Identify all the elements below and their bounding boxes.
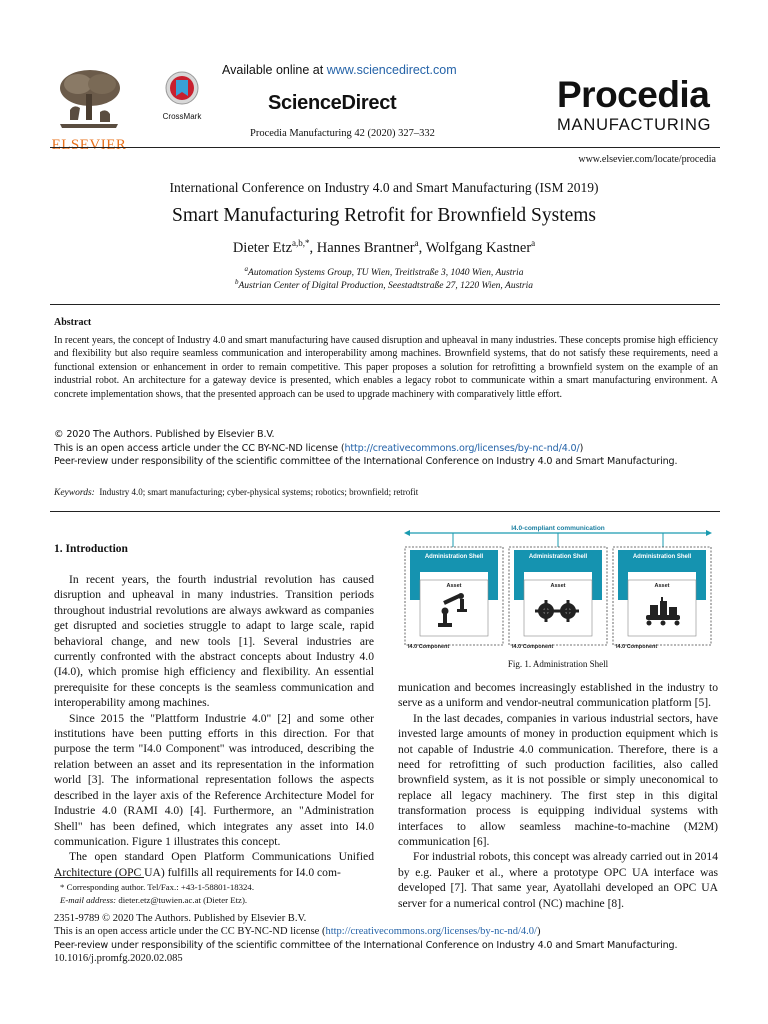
i40-component-3 (613, 547, 711, 650)
email-label: E-mail address: (60, 894, 117, 905)
footer-license-link[interactable]: http://creativecommons.org/licenses/by-nc-nd/4.0/ (325, 926, 537, 938)
right-column (398, 680, 718, 911)
footnote (60, 881, 254, 906)
journal-url[interactable]: www.elsevier.com/locate/procedia (578, 154, 716, 165)
affiliation-text: Austrian Center of Digital Production, Seestadtstraße 27, 1220 Wien, Austria (238, 281, 533, 292)
footer-license-line (54, 925, 744, 938)
procedia-subtitle: MANUFACTURING (557, 116, 712, 134)
peer-review-line: Peer-review under responsibility of the scientific committee of the International Conference on Industry 4.0 and Smart Manufacturing. (54, 456, 678, 467)
shell-label: Administration Shell (424, 554, 484, 560)
paper-title: Smart Manufacturing Retrofit for Brownfield Systems (171, 205, 597, 226)
crossmark-label: CrossMark (162, 112, 202, 121)
crossmark-icon (164, 70, 200, 106)
copyright-line: © 2020 The Authors. Published by Elsevier B.V. (54, 429, 275, 440)
keywords-text: Industry 4.0; smart manufacturing; cyber-physical systems; robotics; brownfield; retrofit (99, 487, 419, 497)
figure-graphic (398, 523, 718, 653)
footnote-rule (54, 877, 144, 878)
elsevier-tree-icon (50, 66, 128, 130)
author-affiliation-marker: a,b,* (292, 238, 310, 248)
footer-license-suffix: ) (536, 926, 541, 938)
i40-component-2 (509, 547, 607, 650)
license-line (54, 442, 734, 456)
license-prefix: This is an open access article under the CC BY-NC-ND license ( (54, 442, 345, 454)
available-online (222, 63, 457, 77)
doi[interactable]: 10.1016/j.promfg.2020.02.085 (54, 953, 183, 965)
available-prefix: Available online at (222, 63, 327, 77)
paragraph: In recent years, the fourth industrial revolution has caused disruption and upheaval in many industries. Transition periods throughout industrial revolutions are always awkward as companies get disrupted and societies struggle to adapt to large scale, rapid behavioral change, and new tools [1]. Several industries are currently confronted with the abstract concepts about Industry 4.0 (I4.0), which promise high efficiency and flexibility. An essential prerequisite for these concepts is the seamless communication and interoperability among machines. (54, 573, 374, 710)
journal-header (0, 0, 768, 180)
paragraph: For industrial robots, this concept was already carried out in 2014 by e.g. Pauker et al., where a prototype OPC UA interface was developed [7]. That same year, Ayatollahi developed an OPC UA server for a numerical control (NC) machine [8]. (398, 850, 718, 910)
affiliation-marker: a (244, 265, 249, 273)
affiliation (0, 265, 768, 278)
abstract-heading: Abstract (54, 317, 92, 328)
elsevier-logo (50, 66, 128, 154)
affiliation (0, 278, 768, 291)
affiliation-text: Automation Systems Group, TU Wien, Treitlstraße 3, 1040 Wien, Austria (248, 268, 524, 279)
keywords-label: Keywords: (54, 488, 95, 498)
component-label: I4.0 Component (616, 644, 658, 650)
sciencedirect-logo: ScienceDirect (268, 92, 397, 114)
issn-line: 2351-9789 © 2020 The Authors. Published by Elsevier B.V. (54, 913, 307, 924)
sciencedirect-link[interactable]: www.sciencedirect.com (326, 63, 457, 77)
license-link[interactable]: http://creativecommons.org/licenses/by-nc-nd/4.0/ (344, 442, 580, 454)
crossmark-badge[interactable] (158, 70, 206, 121)
author-separator: , (309, 239, 317, 256)
author-name: Wolfgang Kastner (425, 239, 532, 256)
paragraph: The open standard Open Platform Communications Unified Architecture (OPC UA) fulfills all requirements for I4.0 com- (54, 850, 374, 879)
author-separator: , (418, 239, 426, 256)
figure-caption: Fig. 1. Administration Shell (507, 659, 609, 669)
left-column (54, 572, 374, 880)
header-divider (50, 147, 720, 148)
shell-label: Administration Shell (632, 554, 692, 560)
author-name: Hannes Brantner (316, 239, 415, 256)
affiliation-marker: b (235, 278, 239, 286)
paragraph: In the last decades, companies in various industrial sectors, have invested large amounts of money in production equipment which is not capable of Industrie 4.0 communication. Therefore, there is a need for retrofitting of such production facilities, also called brownfield system, as it is not possible or simply uneconomical to replace all legacy machinery. The first step in this digital transformation process is equipping individual systems with interfaces to allow seamless machine-to-machine (M2M) communication [6]. (398, 711, 718, 849)
footer-license-prefix: This is an open access article under the CC BY-NC-ND license ( (54, 926, 326, 938)
elsevier-wordmark: ELSEVIER (51, 137, 127, 153)
abstract-top-rule (50, 304, 720, 305)
abstract-text: In recent years, the concept of Industry 4.0 and smart manufacturing have caused disruption and upheaval in many industries. These concepts promise high efficiency and flexibility but also require seamless communication and interoperability among machines. Brownfield systems, that do not satisfy these requirements, need a functional extension or enhancement in order to remain competitive. This paper proposes a solution for retrofitting a brownfield system on the example of an industrial robot. An architecture for a gateway device is presented, which enables a legacy robot to communicate within a smart manufacturing environment. A concrete implementation shows, that the presented approach can be used to upgrade machinery with comparatively little effort. (54, 335, 718, 400)
section-heading: 1. Introduction (54, 543, 128, 555)
asset-label: Asset (446, 583, 462, 589)
author-affiliation-marker: a (531, 238, 536, 248)
component-label: I4.0 Component (512, 644, 554, 650)
shell-label: Administration Shell (528, 554, 588, 560)
license-block (54, 428, 734, 469)
page-footer (54, 912, 744, 966)
component-label: I4.0 Component (408, 644, 450, 650)
author-affiliation-marker: a (414, 238, 419, 248)
journal-reference: Procedia Manufacturing 42 (2020) 327–332 (250, 128, 435, 139)
asset-label: Asset (654, 583, 670, 589)
paragraph: munication and becomes increasingly established in the industry to serve as a uniform and vendor-neutral communication platform [5]. (398, 681, 718, 710)
corresponding-author: * Corresponding author. Tel/Fax.: +43-1-58801-18324. (60, 882, 255, 892)
asset-label: Asset (550, 583, 566, 589)
author-list (0, 238, 768, 257)
author-name: Dieter Etz (232, 239, 293, 256)
keywords (54, 487, 418, 498)
paragraph: Since 2015 the "Plattform Industrie 4.0" [2] and some other institutions have been putting efforts in this direction. For that purpose the term "I4.0 Component" was introduced, describing the relation between an asset and its representation in the information world [3]. The informational representation follows the aspects described in the layer axis of the Reference Architecture Model for Industrie 4.0 (RAMI 4.0) [4]. Furthermore, an "Administration Shell" has been defined, which integrates any asset into I4.0 communication. Figure 1 illustrates this concept. (54, 711, 374, 848)
email-line (60, 894, 254, 907)
email-address[interactable]: dieter.etz@tuwien.ac.at (Dieter Etz). (116, 894, 248, 905)
procedia-logo (557, 76, 717, 135)
figure-administration-shell (398, 523, 718, 653)
conference-name: International Conference on Industry 4.0 and Smart Manufacturing (ISM 2019) (169, 180, 599, 195)
license-suffix: ) (579, 442, 584, 454)
keywords-bottom-rule (50, 511, 720, 512)
footer-peer-review: Peer-review under responsibility of the scientific committee of the International Conference on Industry 4.0 and Smart Manufacturing. (54, 939, 678, 951)
procedia-title: Procedia (557, 74, 710, 115)
i40-component-1 (405, 547, 503, 650)
communication-label: I4.0-compliant communication (511, 525, 605, 532)
